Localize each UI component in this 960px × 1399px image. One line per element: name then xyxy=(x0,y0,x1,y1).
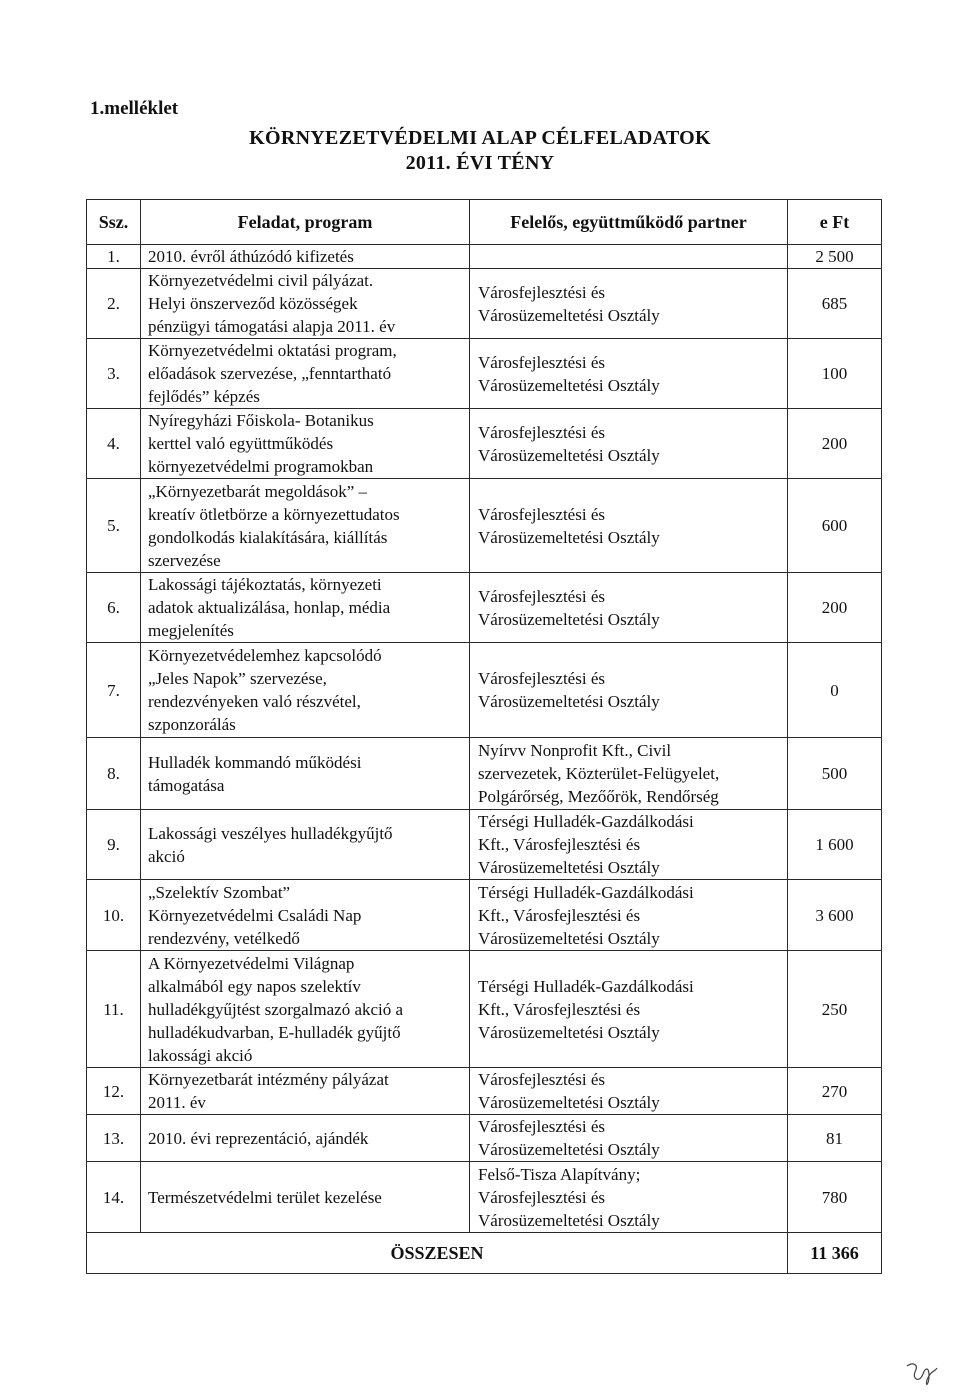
row-task-line: hulladékudvarban, E-hulladék gyűjtő xyxy=(148,1022,401,1042)
row-partner-line: Városüzemeltetési Osztály xyxy=(478,527,660,547)
row-task-line: Környezetbarát intézmény pályázat xyxy=(148,1070,389,1089)
row-partner-line: Városüzemeltetési Osztály xyxy=(478,1022,660,1042)
row-task-line: Környezetvédelmi oktatási program, xyxy=(148,341,397,360)
row-amount: 2 500 xyxy=(788,245,882,269)
row-task-line: A Környezetvédelmi Világnap xyxy=(148,953,355,973)
row-task xyxy=(141,269,470,339)
row-task-line: előadások szervezése, „fenntartható xyxy=(148,364,392,383)
table-row xyxy=(87,643,882,738)
row-task-line: 2011. év xyxy=(148,1093,206,1112)
row-task xyxy=(141,1068,470,1115)
row-amount: 250 xyxy=(788,951,882,1068)
row-task xyxy=(141,479,470,573)
row-partner xyxy=(470,339,788,409)
row-amount: 0 xyxy=(788,643,882,738)
row-ssz: 1. xyxy=(87,245,141,269)
row-task-line: kerttel való együttműködés xyxy=(148,434,334,453)
row-task-line: Helyi önszerveződ közösségek xyxy=(148,294,358,313)
row-task-line: adatok aktualizálása, honlap, média xyxy=(148,598,391,617)
row-partner xyxy=(470,269,788,339)
table-body xyxy=(87,245,882,1233)
row-partner xyxy=(470,643,788,738)
row-task-line: Lakossági veszélyes hulladékgyűjtő xyxy=(148,823,393,843)
table-header-row xyxy=(87,200,882,245)
row-partner-line: Városfejlesztési és xyxy=(478,422,605,442)
row-task-line: gondolkodás kialakítására, kiállítás xyxy=(148,527,388,547)
row-task-line: Természetvédelmi terület kezelése xyxy=(148,1187,382,1207)
row-partner-line: Városfejlesztési és xyxy=(478,282,605,302)
row-partner-line: Kft., Városfejlesztési és xyxy=(478,905,641,925)
row-partner-line: Városfejlesztési és xyxy=(478,1070,605,1089)
row-partner-line: Városfejlesztési és xyxy=(478,504,605,524)
row-task-line: Hulladék kommandó működési xyxy=(148,752,362,772)
row-partner-line: Városüzemeltetési Osztály xyxy=(478,445,660,465)
row-partner-line: Városüzemeltetési Osztály xyxy=(478,1210,660,1230)
row-ssz: 7. xyxy=(87,643,141,738)
row-partner-line: Városüzemeltetési Osztály xyxy=(478,692,660,711)
row-ssz: 9. xyxy=(87,810,141,880)
row-partner xyxy=(470,1115,788,1162)
row-task xyxy=(141,1162,470,1233)
row-task xyxy=(141,1115,470,1162)
row-partner-line: Városfejlesztési és xyxy=(478,1187,605,1207)
row-task-line: 2010. évről áthúzódó kifizetés xyxy=(148,247,354,266)
row-partner-line: Városüzemeltetési Osztály xyxy=(478,1093,660,1112)
row-task-line: lakossági akció xyxy=(148,1045,253,1065)
total-amount: 11 366 xyxy=(788,1233,882,1274)
table-row xyxy=(87,951,882,1068)
header-ssz: Ssz. xyxy=(87,200,141,245)
table-row xyxy=(87,245,882,269)
row-partner xyxy=(470,573,788,643)
table-row xyxy=(87,339,882,409)
row-partner-line: Városfejlesztési és xyxy=(478,586,605,606)
row-ssz: 12. xyxy=(87,1068,141,1115)
tasks-table xyxy=(86,199,882,1274)
row-ssz: 4. xyxy=(87,409,141,479)
row-task-line: környezetvédelmi programokban xyxy=(148,457,374,476)
row-task-line: szervezése xyxy=(148,550,221,570)
row-ssz: 14. xyxy=(87,1162,141,1233)
row-partner-line: Városüzemeltetési Osztály xyxy=(478,928,660,948)
row-task-line: „Jeles Napok” szervezése, xyxy=(148,669,327,688)
row-task xyxy=(141,339,470,409)
row-partner xyxy=(470,245,788,269)
table-row xyxy=(87,479,882,573)
row-partner-line: Városüzemeltetési Osztály xyxy=(478,609,660,629)
row-amount: 200 xyxy=(788,409,882,479)
row-task-line: „Környezetbarát megoldások” – xyxy=(148,481,368,501)
row-ssz: 6. xyxy=(87,573,141,643)
row-partner-line: Városfejlesztési és xyxy=(478,352,605,372)
row-partner-line: Városüzemeltetési Osztály xyxy=(478,375,660,395)
table-row xyxy=(87,409,882,479)
row-task-line: Lakossági tájékoztatás, környezeti xyxy=(148,575,382,594)
row-partner xyxy=(470,1068,788,1115)
row-partner-line: Városüzemeltetési Osztály xyxy=(478,305,660,325)
row-partner-line: Nyírvv Nonprofit Kft., Civil xyxy=(478,741,672,760)
row-task-line: szponzorálás xyxy=(148,715,236,734)
row-partner xyxy=(470,810,788,880)
row-task-line: Környezetvédelmi civil pályázat. xyxy=(148,271,374,290)
handwritten-initials-mark xyxy=(905,1360,939,1390)
row-partner-line: Kft., Városfejlesztési és xyxy=(478,999,641,1019)
row-partner xyxy=(470,1162,788,1233)
table-row xyxy=(87,1162,882,1233)
row-task-line: alkalmából egy napos szelektív xyxy=(148,976,361,996)
document-subtitle: 2011. ÉVI TÉNY xyxy=(405,152,555,174)
row-partner-line: Városfejlesztési és xyxy=(478,669,605,688)
row-task-line: hulladékgyűjtést szorgalmazó akció a xyxy=(148,999,404,1019)
row-amount: 200 xyxy=(788,573,882,643)
row-partner xyxy=(470,409,788,479)
row-partner-line: Kft., Városfejlesztési és xyxy=(478,835,641,854)
table-row xyxy=(87,1115,882,1162)
row-partner xyxy=(470,738,788,810)
header-task: Feladat, program xyxy=(141,200,470,245)
row-task-line: kreatív ötletbörze a környezettudatos xyxy=(148,504,400,524)
row-ssz: 13. xyxy=(87,1115,141,1162)
row-task xyxy=(141,573,470,643)
table-row xyxy=(87,1068,882,1115)
row-task-line: Nyíregyházi Főiskola- Botanikus xyxy=(148,411,374,430)
row-task xyxy=(141,880,470,951)
row-partner-line: Térségi Hulladék-Gazdálkodási xyxy=(478,882,694,902)
row-ssz: 11. xyxy=(87,951,141,1068)
row-partner-line: Térségi Hulladék-Gazdálkodási xyxy=(478,812,694,831)
row-ssz: 2. xyxy=(87,269,141,339)
annex-label: 1.melléklet xyxy=(90,98,179,119)
table-row xyxy=(87,880,882,951)
row-partner-line: Városüzemeltetési Osztály xyxy=(478,858,660,877)
table-row xyxy=(87,269,882,339)
row-amount: 81 xyxy=(788,1115,882,1162)
row-ssz: 8. xyxy=(87,738,141,810)
row-ssz: 5. xyxy=(87,479,141,573)
row-task-line: „Szelektív Szombat” xyxy=(148,882,291,902)
header-amount: e Ft xyxy=(788,200,882,245)
row-amount: 780 xyxy=(788,1162,882,1233)
row-task xyxy=(141,810,470,880)
row-task-line: Környezetvédelmi Családi Nap xyxy=(148,905,362,925)
row-partner-line: szervezetek, Közterület-Felügyelet, xyxy=(478,764,720,783)
row-partner-line: Városfejlesztési és xyxy=(478,1117,605,1136)
document-title: KÖRNYEZETVÉDELMI ALAP CÉLFELADATOK xyxy=(249,127,711,149)
row-task xyxy=(141,951,470,1068)
row-amount: 1 600 xyxy=(788,810,882,880)
row-partner xyxy=(470,880,788,951)
row-amount: 600 xyxy=(788,479,882,573)
row-task xyxy=(141,245,470,269)
table-row xyxy=(87,573,882,643)
row-partner-line: Városüzemeltetési Osztály xyxy=(478,1140,660,1159)
row-partner xyxy=(470,951,788,1068)
total-row xyxy=(87,1233,882,1274)
row-task-line: 2010. évi reprezentáció, ajándék xyxy=(148,1128,369,1148)
row-task-line: támogatása xyxy=(148,775,225,795)
row-amount: 100 xyxy=(788,339,882,409)
row-task-line: fejlődés” képzés xyxy=(148,387,260,406)
row-amount: 500 xyxy=(788,738,882,810)
header-partner: Felelős, együttműködő partner xyxy=(470,200,788,245)
row-task-line: akció xyxy=(148,846,185,866)
row-amount: 3 600 xyxy=(788,880,882,951)
row-task-line: rendezvényeken való részvétel, xyxy=(148,692,361,711)
row-task xyxy=(141,409,470,479)
table-row xyxy=(87,738,882,810)
row-task xyxy=(141,738,470,810)
row-amount: 685 xyxy=(788,269,882,339)
row-partner xyxy=(470,479,788,573)
row-task-line: megjelenítés xyxy=(148,621,234,640)
table-row xyxy=(87,810,882,880)
row-task-line: Környezetvédelemhez kapcsolódó xyxy=(148,646,382,665)
row-partner-line: Felső-Tisza Alapítvány; xyxy=(478,1164,641,1184)
row-partner-line: Polgárőrség, Mezőőrök, Rendőrség xyxy=(478,787,719,806)
total-label: ÖSSZESEN xyxy=(87,1233,788,1274)
row-partner-line: Térségi Hulladék-Gazdálkodási xyxy=(478,976,694,996)
row-ssz: 10. xyxy=(87,880,141,951)
row-task-line: pénzügyi támogatási alapja 2011. év xyxy=(148,317,396,336)
row-amount: 270 xyxy=(788,1068,882,1115)
row-task-line: rendezvény, vetélkedő xyxy=(148,928,300,948)
row-ssz: 3. xyxy=(87,339,141,409)
row-task xyxy=(141,643,470,738)
